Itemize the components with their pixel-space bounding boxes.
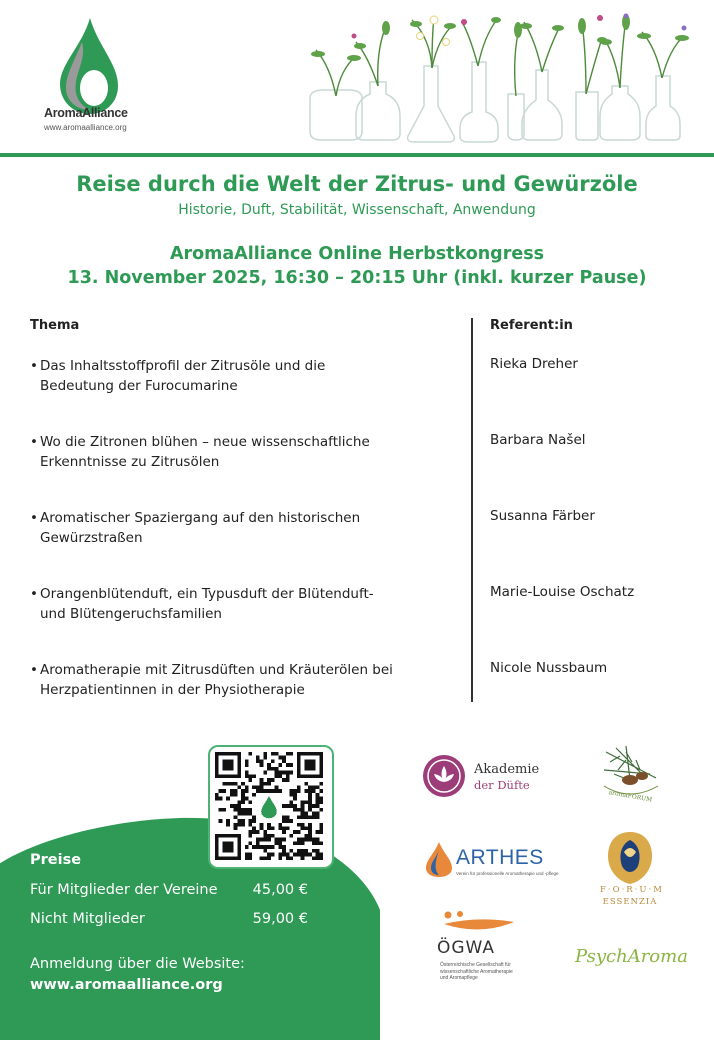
program-topic — [30, 356, 470, 396]
event-name: AromaAlliance Online Herbstkongress — [169, 244, 545, 264]
topic-line: Orangenblütenduft, ein Typusduft der Blütenduft- — [40, 586, 374, 602]
oegwa-sub-line: und Aromapflege — [440, 975, 478, 981]
aromaalliance-drop-icon — [52, 16, 122, 116]
column-divider — [471, 318, 473, 702]
program-topic — [30, 584, 470, 624]
brand-name: AromaAlliance — [44, 106, 128, 120]
price-value-non-members: 59,00 € — [252, 911, 308, 927]
registration-link[interactable]: www.aromaalliance.org — [30, 977, 223, 993]
program-speaker: Nicole Nussbaum — [490, 660, 608, 676]
program-topic — [30, 508, 470, 548]
topic-line: und Blütengeruchsfamilien — [40, 606, 222, 622]
registration-text: Anmeldung über die Website: — [30, 956, 245, 972]
topic-line: Aromatherapie mit Zitrusdüften und Kräuterölen bei — [40, 662, 393, 678]
qr-code[interactable] — [214, 752, 324, 860]
arthes-tagline: Verein für professionelle Aromatherapie und -pflege — [456, 871, 559, 876]
lotus-icon — [422, 754, 466, 798]
topic-line: Herzpatientinnen in der Physiotherapie — [40, 682, 305, 698]
topic-line: Erkenntnisse zu Zitrusölen — [40, 454, 220, 470]
program-topic — [30, 660, 470, 700]
price-label-non-members: Nicht Mitglieder — [30, 911, 145, 927]
oegwa-subtitle — [440, 962, 550, 982]
essenzia-logo-line2: ESSENZIA — [602, 897, 658, 907]
prices-heading: Preise — [30, 852, 82, 868]
arthes-drop-icon — [422, 840, 456, 878]
psycharoma-logo: PsychAroma — [575, 946, 688, 967]
plants-illustration — [300, 6, 700, 146]
topic-line: Aromatischer Spaziergang auf den historischen — [40, 510, 361, 526]
program-speaker: Rieka Dreher — [490, 356, 578, 372]
akademie-logo-line1: Akademie — [474, 762, 540, 777]
price-label-members: Für Mitglieder der Vereine — [30, 882, 218, 898]
event-date: 13. November 2025, 16:30 – 20:15 Uhr (inkl. kurzer Pause) — [67, 268, 647, 288]
brand-url: www.aromaalliance.org — [44, 123, 127, 132]
program-speaker: Barbara Našel — [490, 432, 586, 448]
topic-line: Das Inhaltsstoffprofil der Zitrusöle und die — [40, 358, 326, 374]
pine-branch-icon — [596, 740, 666, 806]
topic-line: Bedeutung der Furocumarine — [40, 378, 238, 394]
oegwa-logo-text: ÖGWA — [437, 938, 496, 958]
oegwa-sub-line: wissenschaftliche Aromatherapie — [440, 968, 513, 975]
header-divider — [0, 153, 714, 157]
akademie-logo-line2: der Düfte — [474, 778, 530, 792]
aromaforum-text: aromaFORUM — [608, 789, 653, 804]
price-value-members: 45,00 € — [252, 882, 308, 898]
oegwa-sub-line: Österreichische Gesellschaft für — [440, 962, 511, 968]
topic-line: Wo die Zitronen blühen – neue wissenschaftliche — [40, 434, 370, 450]
essenzia-emblem-icon — [604, 830, 656, 886]
program-speaker: Susanna Färber — [490, 508, 595, 524]
program-topic — [30, 432, 470, 472]
arthes-logo-text: ARTHES — [456, 846, 544, 869]
topic-line: Gewürzstraßen — [40, 530, 143, 546]
page-title: Reise durch die Welt der Zitrus- und Gewürzöle — [76, 172, 638, 196]
column-header-topic: Thema — [30, 318, 80, 333]
oegwa-drops-icon — [440, 910, 516, 936]
page-subtitle: Historie, Duft, Stabilität, Wissenschaft, Anwendung — [178, 202, 536, 218]
column-header-speaker: Referent:in — [490, 318, 573, 333]
program-speaker: Marie-Louise Oschatz — [490, 584, 635, 600]
essenzia-logo-line1: F·O·R·U·M — [600, 885, 664, 895]
